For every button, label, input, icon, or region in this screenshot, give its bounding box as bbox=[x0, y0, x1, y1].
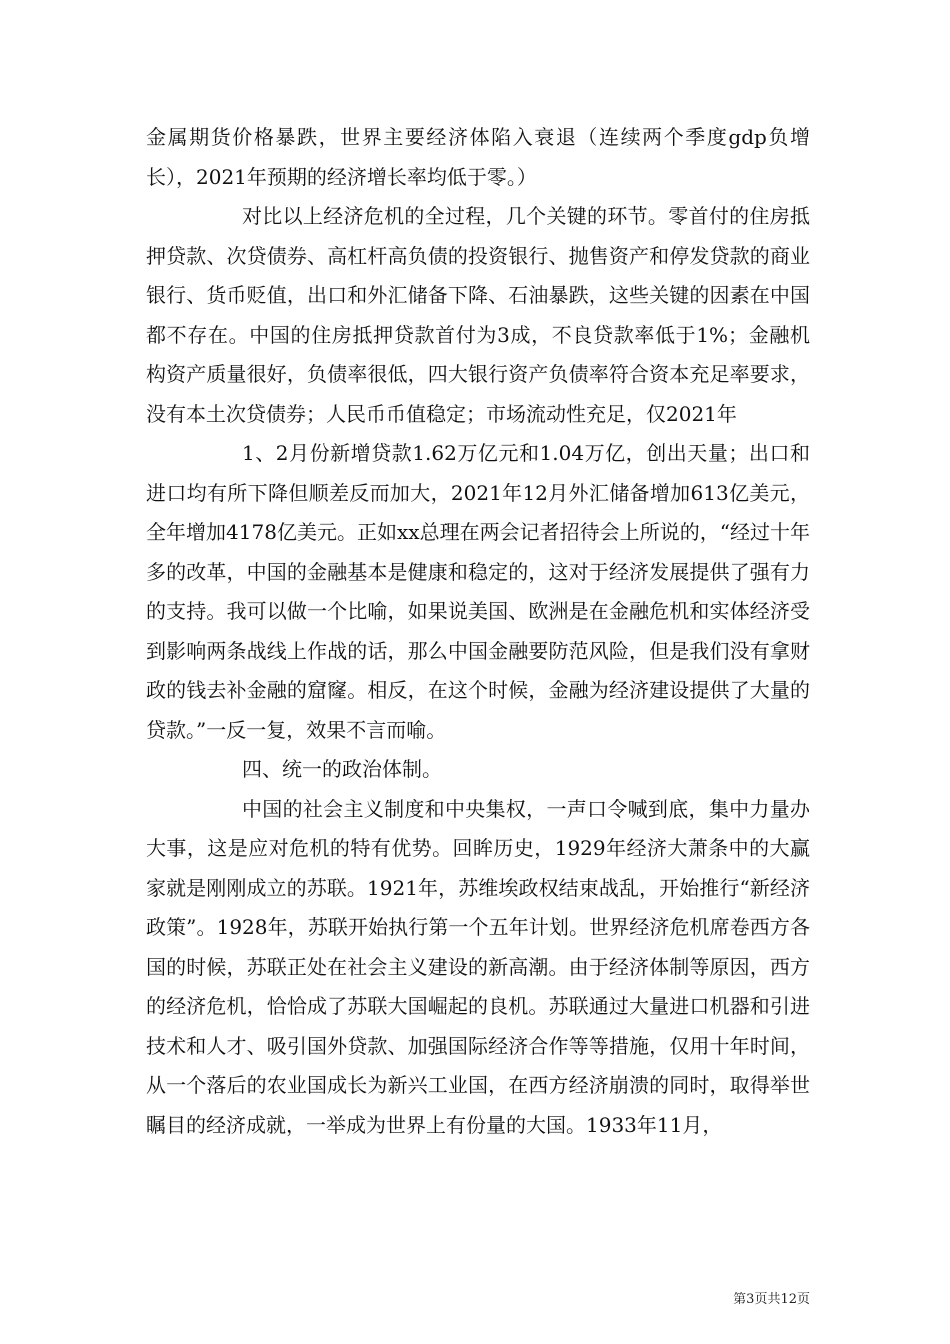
page-number-footer: 第3页共12页 bbox=[733, 1292, 810, 1307]
paragraph-crisis-comparison: 对比以上经济危机的全过程，几个关键的环节。零首付的住房抵押贷款、次贷债券、高杠杆高负债的投资银行、抛售资产和停发贷款的商业银行、货币贬值，出口和外汇储备下降、石油暴跌，这些关键的因素在中国都不存在。中国的住房抵押贷款首付为3成，不良贷款率低于1%；金融机构资产质量很好，负债率很低，四大银行资产负债率符合资本充足率要求，没有本土次贷债券；人民币币值稳定；市场流动性充足，仅2021年 bbox=[146, 204, 810, 426]
body-text bbox=[146, 118, 810, 1145]
section-heading-political-system: 四、统一的政治体制。 bbox=[242, 757, 442, 781]
paragraph-new-loans: 1、2月份新增贷款1.62万亿元和1.04万亿，创出天量；出口和进口均有所下降但顺差反而加大，2021年12月外汇储备增加613亿美元，全年增加4178亿美元。正如xx总理在两会记者招待会上所说的，“经过十年多的改革，中国的金融基本是健康和稳定的，这对于经济发展提供了强有力的支持。我可以做一个比喻，如果说美国、欧洲是在金融危机和实体经济受到影响两条战线上作战的话，那么中国金融要防范风险，但是我们没有拿财政的钱去补金融的窟窿。相反，在这个时候，金融为经济建设提供了大量的贷款。”一反一复，效果不言而喻。 bbox=[146, 441, 810, 742]
paragraph-socialist-system: 中国的社会主义制度和中央集权，一声口令喊到底，集中力量办大事，这是应对危机的特有优势。回眸历史，1929年经济大萧条中的大赢家就是刚刚成立的苏联。1921年，苏维埃政权结束战乱，开始推行“新经济政策”。1928年，苏联开始执行第一个五年计划。世界经济危机席卷西方各国的时候，苏联正处在社会主义建设的新高潮。由于经济体制等原因，西方的经济危机，恰恰成了苏联大国崛起的良机。苏联通过大量进口机器和引进技术和人才、吸引国外贷款、加强国际经济合作等等措施，仅用十年时间，从一个落后的农业国成长为新兴工业国，在西方经济崩溃的同时，取得举世瞩目的经济成就，一举成为世界上有份量的大国。1933年11月， bbox=[146, 796, 810, 1137]
paragraph-continuation: 金属期货价格暴跌，世界主要经济体陷入衰退（连续两个季度gdp负增长），2021年预期的经济增长率均低于零。） bbox=[146, 125, 810, 189]
